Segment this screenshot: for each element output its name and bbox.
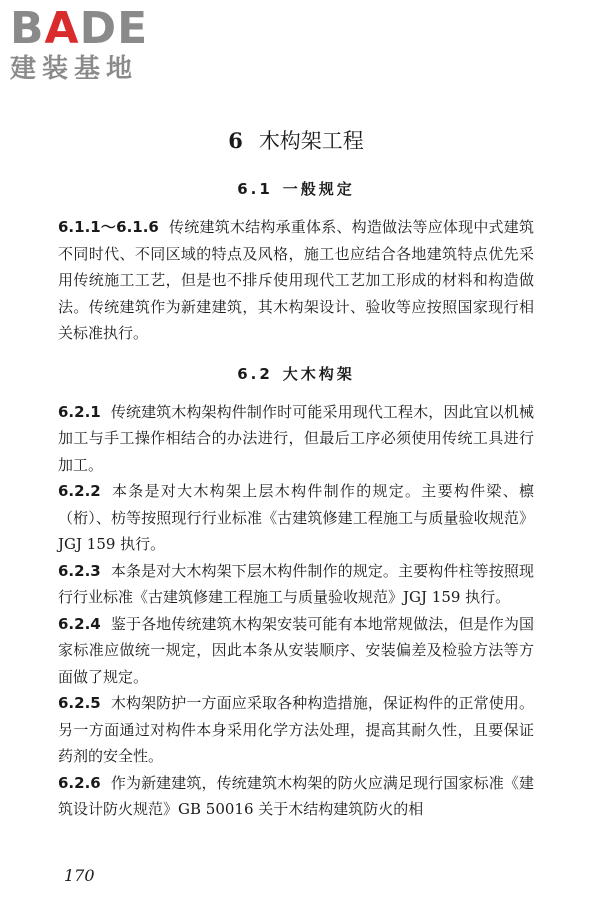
clause-6-1-1-to-6: 6.1.1～6.1.6 传统建筑木结构承重体系、构造做法等应体现中式建筑不同时代、不同区域的特点及风格，施工也应结合各地建筑特点优先采用传统施工工艺，但是也不排斥使用现代工艺加工形成的材料和构造做法。传统建筑作为新建建筑，其木构架设计、验收等应按照国家现行相关标准执行。 <box>58 218 534 342</box>
section-title-6-1: 6.1 一般规定 <box>237 180 355 198</box>
page-content <box>58 126 534 823</box>
clause-6-2-4: 6.2.4 鉴于各地传统建筑木构架安装可能有本地常规做法，但是作为国家标准应做统一规定，因此本条从安装顺序、安装偏差及检验方法等方面做了规定。 <box>58 614 534 686</box>
page-number: 170 <box>64 866 95 885</box>
section-title-6-2: 6.2 大木构架 <box>237 364 355 383</box>
chapter-title: 6 木构架工程 <box>228 128 364 153</box>
clause-6-2-3: 6.2.3 本条是对大木构架下层木构件制作的规定。主要构件柱等按照现行行业标准《古建筑修建工程施工与质量验收规范》JGJ 159 执行。 <box>58 561 534 606</box>
clause-6-2-6: 6.2.6 作为新建建筑，传统建筑木构架的防火应满足现行国家标准《建筑设计防火规范》GB 50016 关于木结构建筑防火的相 <box>58 773 534 818</box>
logo-subtitle: 建装基地 <box>10 54 139 84</box>
clause-6-2-1: 6.2.1 传统建筑木构架构件制作时可能采用现代工程木，因此宜以机械加工与手工操作相结合的办法进行，但最后工序必须使用传统工具进行加工。 <box>58 402 534 474</box>
logo-wordmark: BADE <box>10 3 149 54</box>
clause-6-2-2: 6.2.2 本条是对大木构架上层木构件制作的规定。主要构件梁、檩（桁）、枋等按照现行行业标准《古建筑修建工程施工与质量验收规范》JGJ 159 执行。 <box>58 482 534 553</box>
clause-6-2-5: 6.2.5 木构架防护一方面应采取各种构造措施，保证构件的正常使用。另一方面通过对构件本身采用化学方法处理，提高其耐久性，且要保证药剂的安全性。 <box>58 694 534 765</box>
brand-logo <box>10 3 180 84</box>
